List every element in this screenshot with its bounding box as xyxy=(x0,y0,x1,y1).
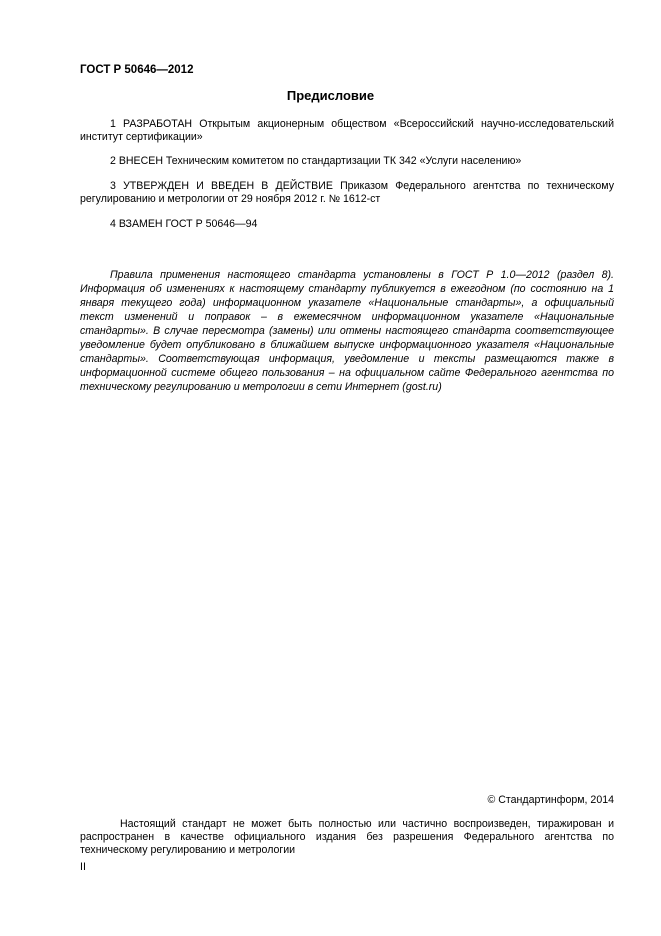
document-code-header: ГОСТ Р 50646—2012 xyxy=(80,64,194,76)
page-title: Предисловие xyxy=(286,88,375,103)
foreword-item-replaces: 4 ВЗАМЕН ГОСТ Р 50646—94 xyxy=(110,218,258,230)
application-rules-note: Правила применения настоящего стандарта установлены в ГОСТ Р 1.0—2012 (раздел 8). Информация об изменениях к настоящему стандарту публикуется в ежегодном (по состоянию на 1 января текущего года) информационном указателе «Национальные стандарты», а официальный текст изменений и поправок – в ежемесячном информационном указателе «Национальные стандарты». В случае пересмотра (замены) или отмены настоящего стандарта соответствующее уведомление будет опубликовано в ближайшем выпуске информационного указателя «Национальные стандарты». Соответствующая информация, уведомление и тексты размещаются также в информационной системе общего пользования – на официальном сайте Федерального агентства по техническому регулированию и метрологии в сети Интернет (gost.ru) xyxy=(80,269,614,393)
foreword-item-developed: 1 РАЗРАБОТАН Открытым акционерным обществом «Всероссийский научно-исследовательский институт сертификации» xyxy=(80,118,614,143)
reproduction-notice: Настоящий стандарт не может быть полностью или частично воспроизведен, тиражирован и распространен в качестве официального издания без разрешения Федерального агентства по техническому регулированию и метрологии xyxy=(80,818,614,856)
foreword-item-introduced: 2 ВНЕСЕН Техническим комитетом по стандартизации ТК 342 «Услуги населению» xyxy=(110,155,522,167)
page-number: II xyxy=(80,861,86,873)
copyright-line: © Стандартинформ, 2014 xyxy=(487,794,614,806)
foreword-item-approved: 3 УТВЕРЖДЕН И ВВЕДЕН В ДЕЙСТВИЕ Приказом Федерального агентства по техническому регулированию и метрологии от 29 ноября 2012 г. № 1612-ст xyxy=(80,180,614,205)
